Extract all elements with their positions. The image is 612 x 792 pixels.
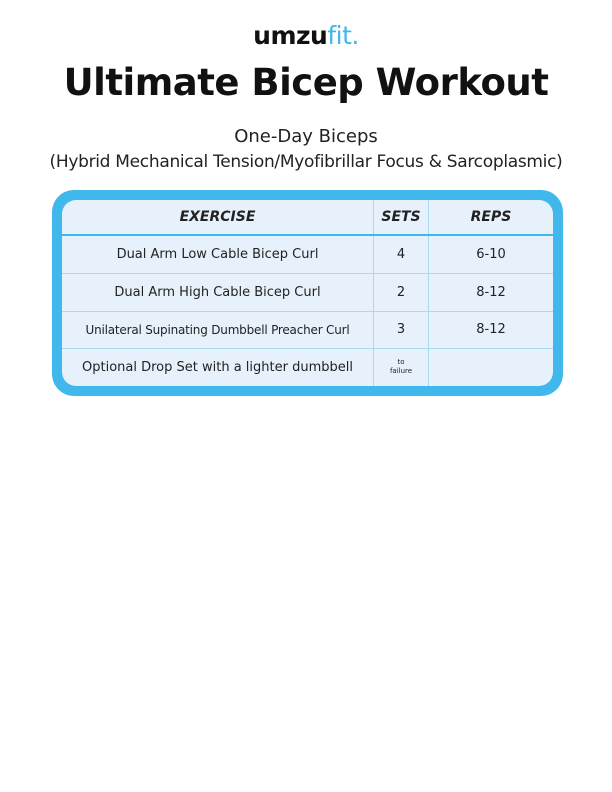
header-exercise: EXERCISE bbox=[62, 200, 374, 235]
logo-brand: umzu bbox=[253, 21, 328, 50]
reps-cell: 6-10 bbox=[476, 246, 506, 262]
table-row bbox=[62, 273, 553, 311]
workout-table-panel bbox=[62, 200, 553, 386]
sets-cell: 4 bbox=[374, 235, 429, 273]
exercise-cell: Unilateral Supinating Dumbbell Preacher Curl bbox=[62, 311, 374, 349]
table-header-row bbox=[62, 200, 553, 235]
exercise-cell: Dual Arm High Cable Bicep Curl bbox=[62, 273, 374, 311]
workout-table bbox=[62, 200, 553, 386]
reps-cell: 8-12 bbox=[429, 311, 554, 349]
logo-suffix: fit. bbox=[327, 21, 359, 50]
sets-cell: 3 bbox=[374, 311, 429, 349]
reps-cell bbox=[429, 349, 554, 386]
page-subtitle: One-Day Biceps bbox=[234, 126, 378, 147]
brand-logo bbox=[0, 22, 612, 50]
sets-cell: 2 bbox=[374, 273, 429, 311]
page-title: Ultimate Bicep Workout bbox=[63, 61, 549, 104]
sets-note: to failure bbox=[389, 358, 413, 376]
exercise-cell: Optional Drop Set with a lighter dumbbell bbox=[62, 349, 374, 386]
reps-cell: 8-12 bbox=[429, 273, 554, 311]
header-reps: REPS bbox=[429, 200, 554, 235]
table-row bbox=[62, 311, 553, 349]
table-row bbox=[62, 235, 553, 273]
sets-cell bbox=[374, 349, 429, 386]
table-row bbox=[62, 349, 553, 386]
header-sets: SETS bbox=[374, 200, 429, 235]
page-subtitle-detail: (Hybrid Mechanical Tension/Myofibrillar Focus & Sarcoplasmic) bbox=[49, 152, 563, 172]
workout-table-frame bbox=[52, 190, 563, 396]
exercise-cell: Dual Arm Low Cable Bicep Curl bbox=[62, 235, 374, 273]
